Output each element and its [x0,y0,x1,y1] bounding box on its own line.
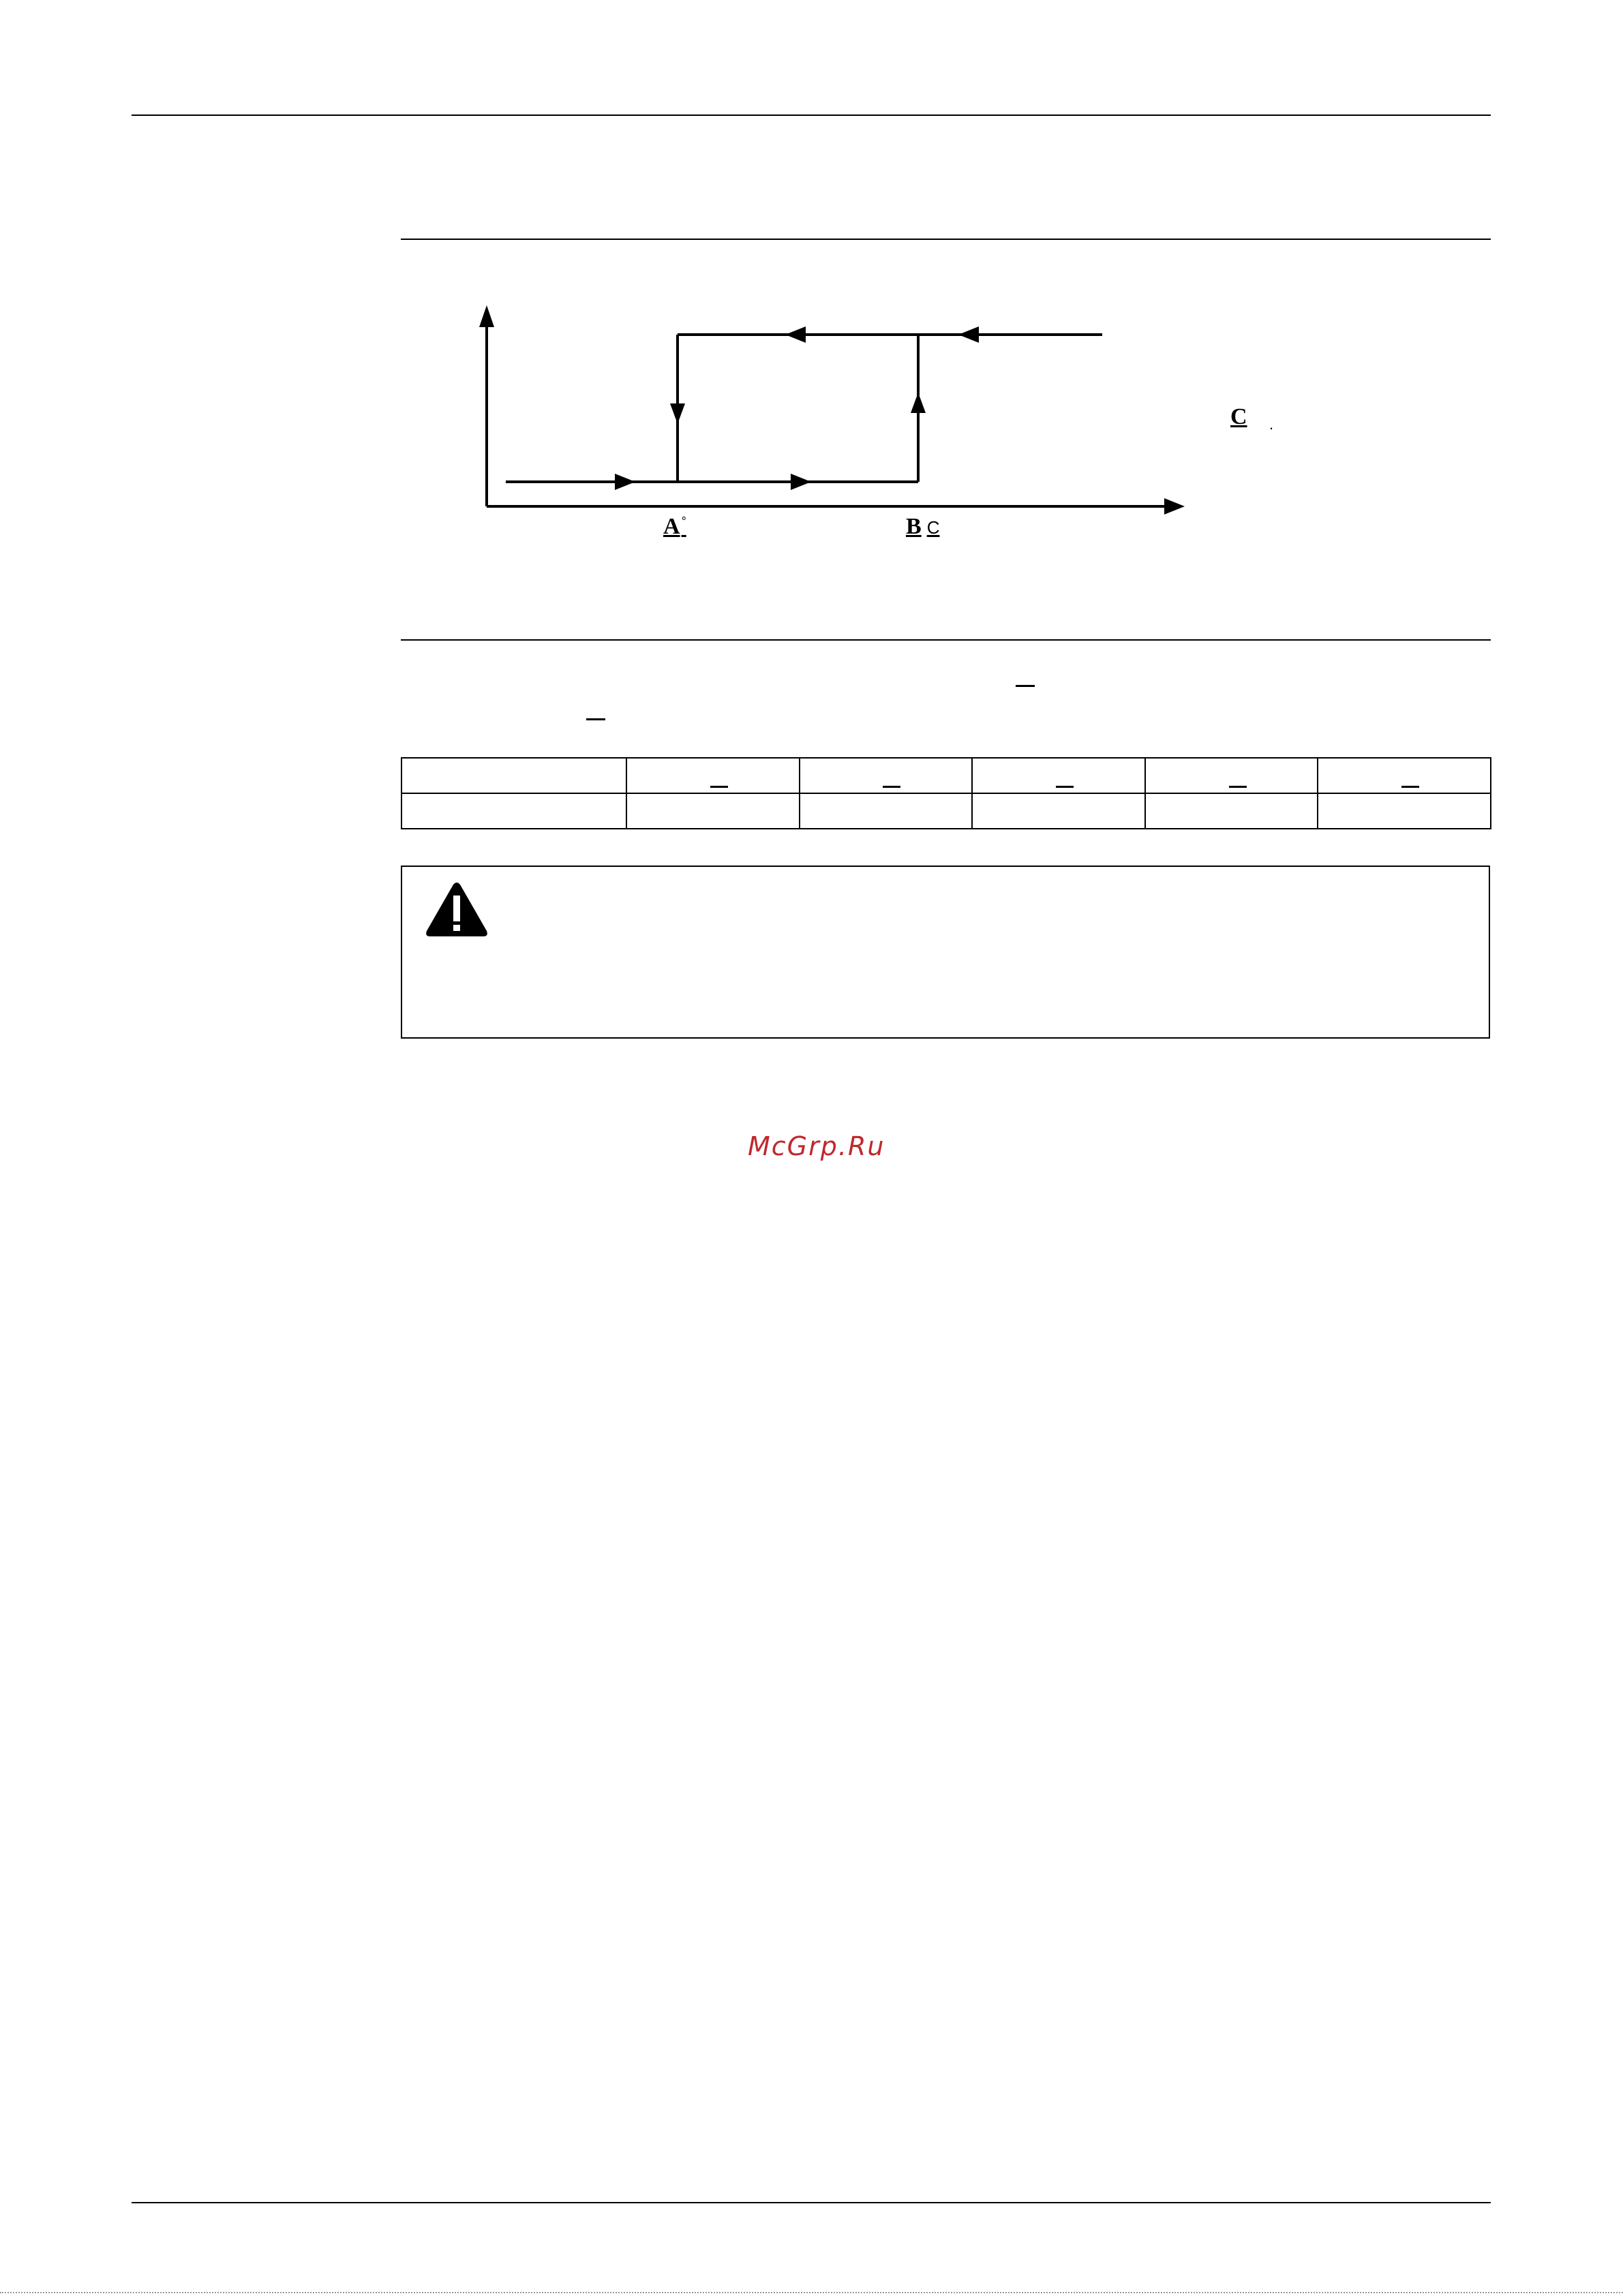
label-a-suffix: ° [681,515,686,528]
upper-arrow-2 [785,326,806,343]
x-axis-arrowhead [1164,498,1185,515]
table-cell [401,758,626,793]
overline-mark [586,718,605,720]
label-c-text: C [1230,404,1247,429]
table-cell [626,758,800,793]
table-cell [1318,793,1491,829]
label-c [1230,405,1247,429]
label-b [906,515,939,538]
label-b-text: B [906,514,922,539]
label-b-suffix: C [926,517,940,538]
overline-mark [1056,786,1074,788]
lower-arrow-1 [615,474,635,490]
overline-mark [1401,786,1419,788]
overline-mark [710,786,728,788]
hysteresis-diagram [0,0,1623,654]
table-cell [800,758,973,793]
table-cell [401,793,626,829]
page-edge-dotted-rule [0,2292,1623,2293]
warning-box [401,866,1490,1039]
table-cell [1318,758,1491,793]
label-a [663,515,686,538]
table-row [401,793,1491,829]
label-c-suffix: . [1269,416,1274,433]
table-cell [972,793,1145,829]
label-a-text: A [663,514,680,539]
upper-arrow-1 [958,326,979,343]
overline-mark [1229,786,1247,788]
table-cell [626,793,800,829]
page-footer-rule [132,2202,1491,2203]
watermark: McGrp.Ru [748,1131,885,1161]
settings-table [401,757,1491,829]
table-cell [972,758,1145,793]
up-arrow [911,393,926,413]
lower-arrow-2 [791,474,811,490]
down-arrow [670,403,685,424]
table-row [401,758,1491,793]
overline-mark [883,786,900,788]
warning-icon [425,882,489,939]
y-axis-arrowhead [479,305,494,327]
overline-mark [1016,685,1035,687]
table-cell [1145,793,1318,829]
table-cell [800,793,973,829]
table-cell [1145,758,1318,793]
section-rule [401,639,1491,641]
